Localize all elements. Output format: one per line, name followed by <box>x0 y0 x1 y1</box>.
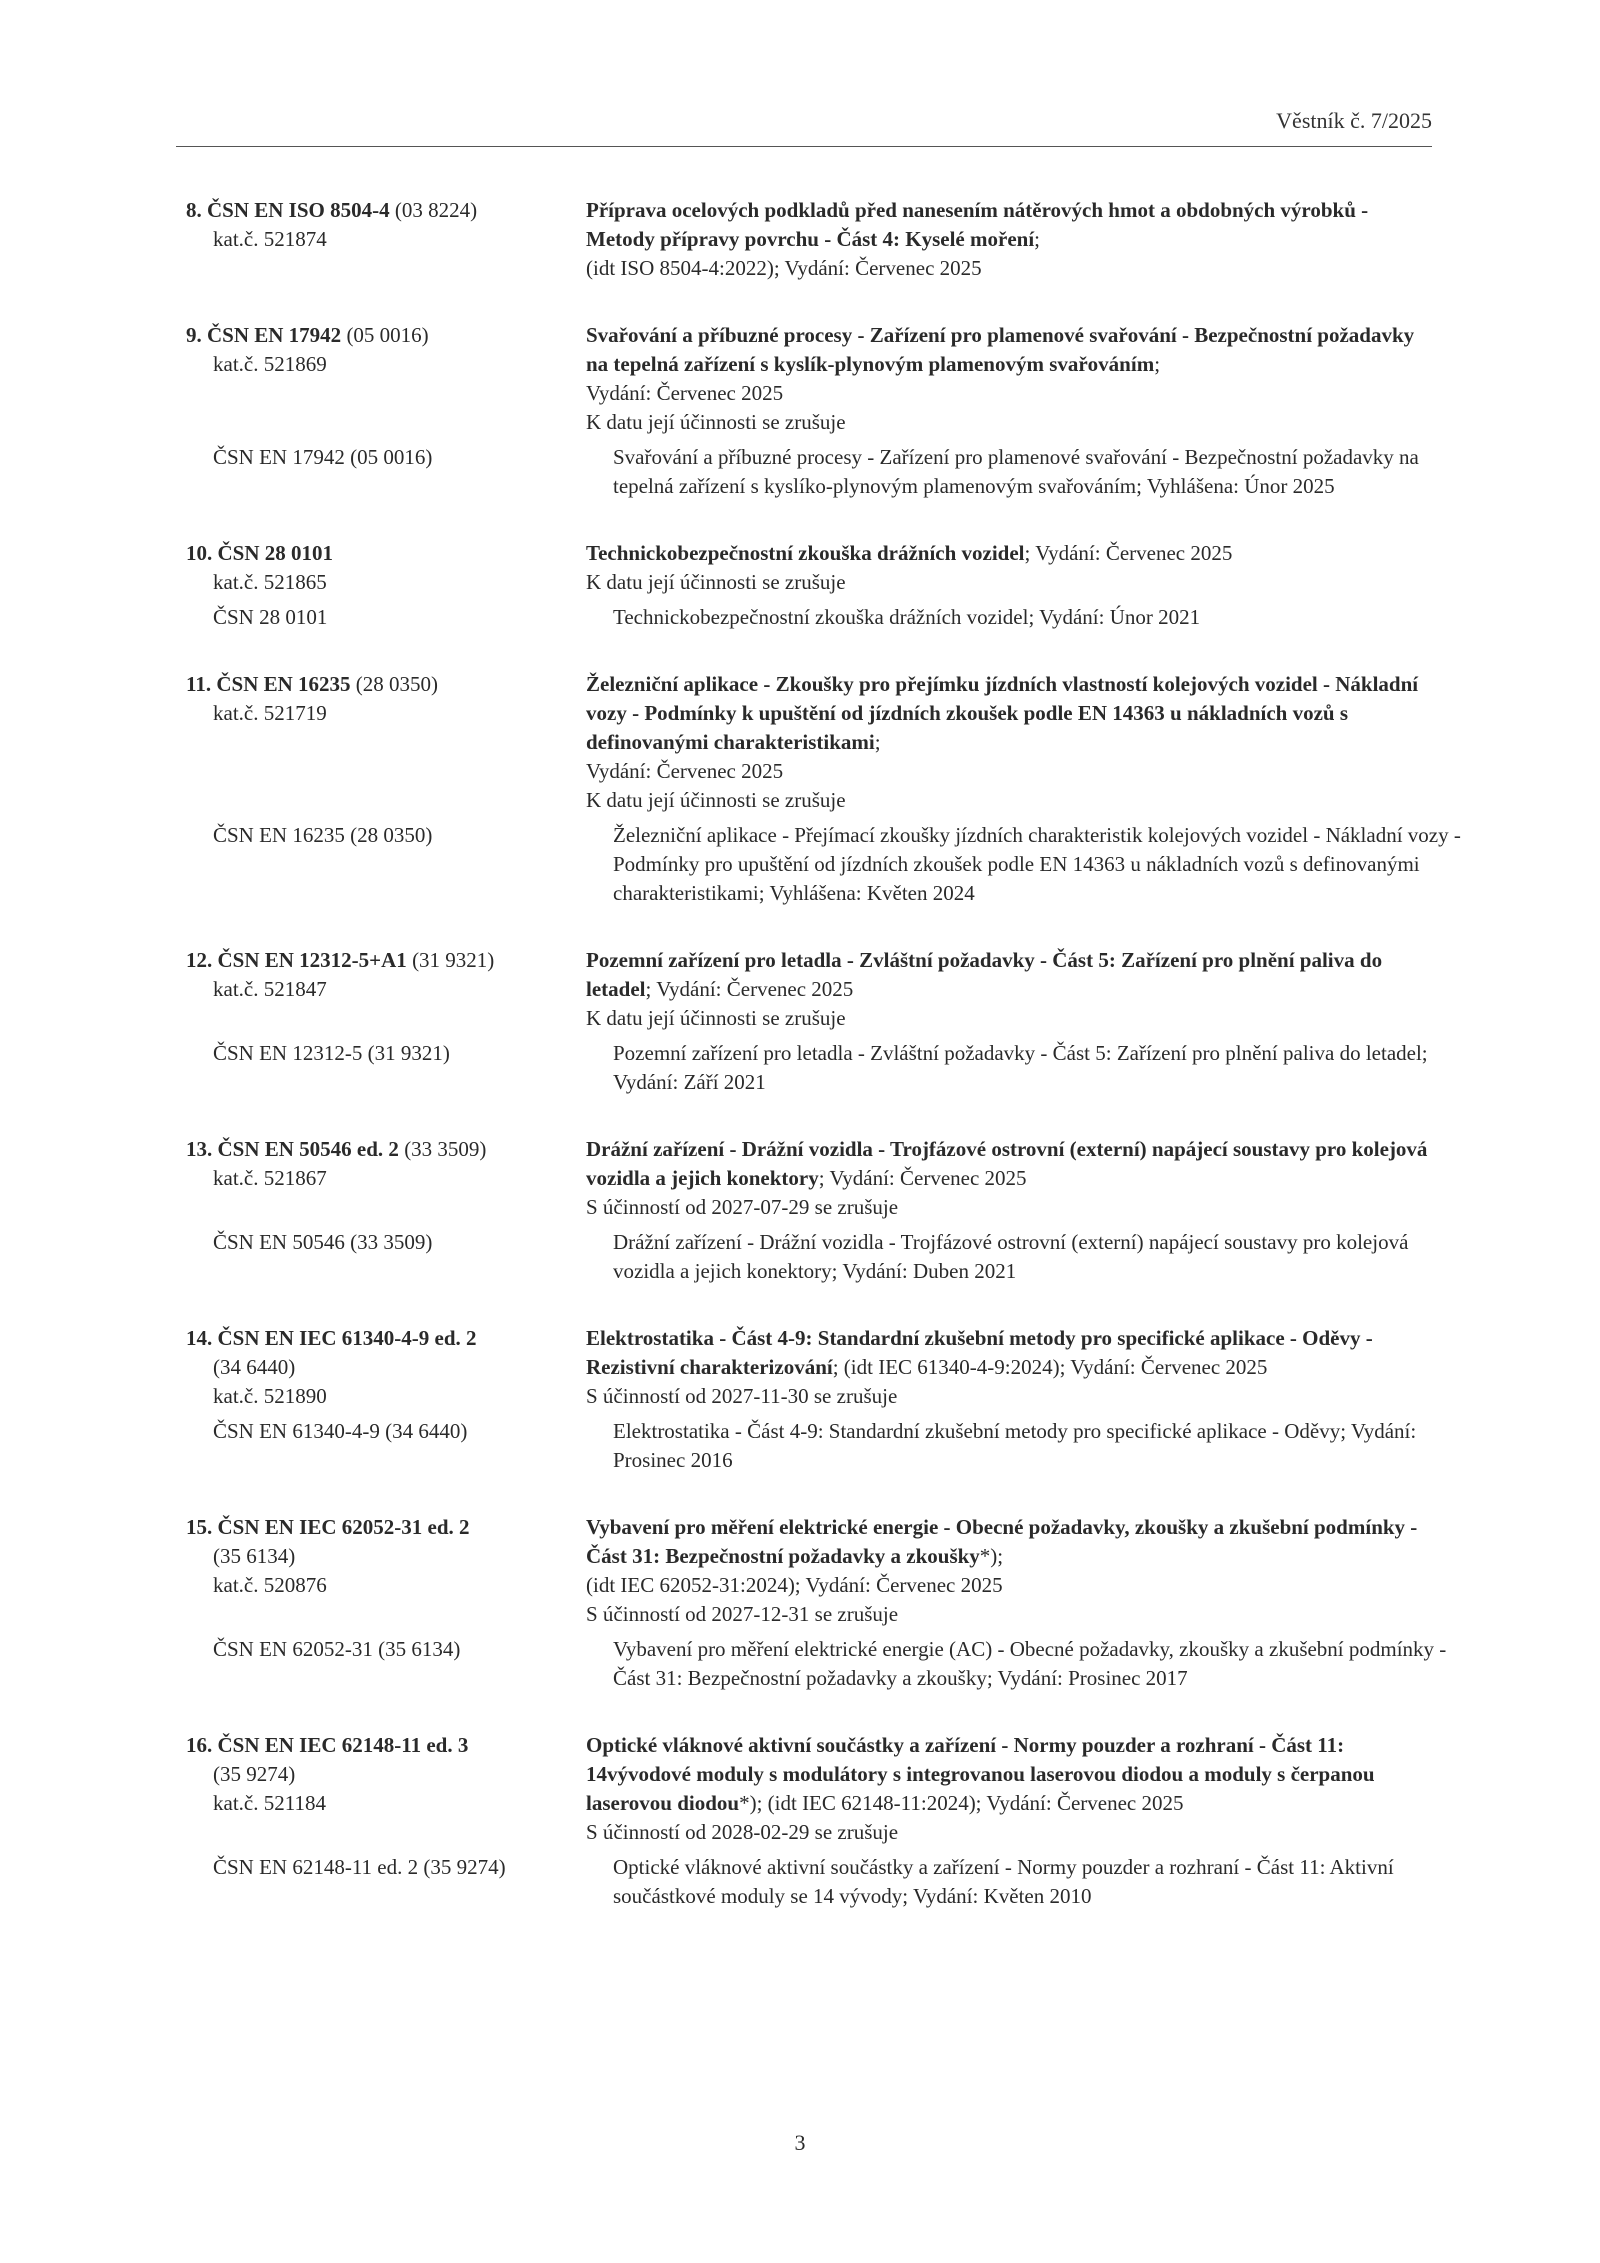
standard-description <box>586 670 1436 815</box>
standard-title: Drážní zařízení - Drážní vozidla - Trojfázové ostrovní (externí) napájecí soustavy pro kolejová vozidla a jejich konektory <box>586 1137 1428 1190</box>
standard-title: Železniční aplikace - Zkoušky pro přejímku jízdních vlastností kolejových vozidel - Nákladní vozy - Podmínky k upuštění od jízdních zkoušek podle EN 14363 u nákladních vozů s definovanými charakteristikami <box>586 672 1419 754</box>
withdrawn-standard-text: Svařování a příbuzné procesy - Zařízení pro plamenové svařování - Bezpečnostní požadavky na tepelná zařízení s kyslíko-plynovým plamenovým svařováním; Vyhlášena: Únor 2025 <box>613 445 1419 498</box>
class-number: (33 3509) <box>404 1137 487 1161</box>
standard-description <box>586 1135 1436 1222</box>
standard-id: ČSN EN 16235 <box>216 672 351 696</box>
class-number: (05 0016) <box>346 323 429 347</box>
standard-id-block <box>186 196 586 283</box>
withdrawn-standard-row <box>186 821 1461 908</box>
entry-number: 14. <box>186 1326 213 1350</box>
standard-id-block <box>186 321 586 437</box>
class-number: (31 9321) <box>412 948 495 972</box>
standard-title: Elektrostatika - Část 4-9: Standardní zkušební metody pro specifické aplikace - Oděvy - Rezistivní charakterizování <box>586 1326 1373 1379</box>
withdrawn-standard-id: ČSN EN 16235 (28 0350) <box>213 823 433 847</box>
standard-id: ČSN 28 0101 <box>217 541 334 565</box>
standard-title-tail: ; (idt IEC 61340-4-9:2024); Vydání: Červenec 2025 <box>832 1355 1268 1379</box>
standard-description <box>586 196 1436 283</box>
standard-id-line <box>186 1513 586 1542</box>
standard-title-line: Příprava ocelových podkladů před nanesením nátěrových hmot a obdobných výrobků - Metody přípravy povrchu - Část 4: Kyselé moření; <box>586 198 1369 251</box>
standard-title: Pozemní zařízení pro letadla - Zvláštní požadavky - Část 5: Zařízení pro plnění paliva do letadel <box>586 948 1383 1001</box>
standard-title-line: Svařování a příbuzné procesy - Zařízení pro plamenové svařování - Bezpečnostní požadavky na tepelná zařízení s kyslík-plynovým plamenovým svařováním; <box>586 323 1415 376</box>
catalog-number: kat.č. 521719 <box>213 701 327 725</box>
standard-detail-line: S účinností od 2027-11-30 se zrušuje <box>586 1384 898 1408</box>
standard-detail-line: K datu její účinnosti se zrušuje <box>586 788 846 812</box>
standard-title: Příprava ocelových podkladů před nanesením nátěrových hmot a obdobných výrobků - Metody přípravy povrchu - Část 4: Kyselé moření <box>586 198 1369 251</box>
withdrawn-standard-id: ČSN EN 12312-5 (31 9321) <box>213 1041 450 1065</box>
entry-number: 8. <box>186 198 202 222</box>
standard-detail-line: Vydání: Červenec 2025 <box>586 381 784 405</box>
entry-number: 9. <box>186 323 202 347</box>
withdrawn-standard-text: Vybavení pro měření elektrické energie (AC) - Obecné požadavky, zkoušky a zkušební podmínky - Část 31: Bezpečnostní požadavky a zkoušky; Vydání: Prosinec 2017 <box>613 1637 1447 1690</box>
new-standard-row <box>186 1731 1436 1847</box>
standard-id: ČSN EN 12312-5+A1 <box>217 948 407 972</box>
withdrawn-standard-text: Optické vláknové aktivní součástky a zařízení - Normy pouzder a rozhraní - Část 11: Aktivní součástkové moduly se 14 vývody; Vydání: Květen 2010 <box>613 1855 1394 1908</box>
standard-id-block <box>186 1324 586 1411</box>
catalog-number: kat.č. 521184 <box>213 1791 326 1815</box>
catalog-number: kat.č. 521874 <box>213 227 327 251</box>
withdrawn-standard-row <box>186 1039 1436 1097</box>
standard-id-line <box>186 321 586 350</box>
new-standard-row <box>186 321 1436 437</box>
catalog-number: kat.č. 521890 <box>213 1384 327 1408</box>
withdrawn-standard-id: ČSN 28 0101 <box>213 605 328 629</box>
entry-number: 12. <box>186 948 213 972</box>
class-number: (28 0350) <box>355 672 439 696</box>
withdrawn-standard-id: ČSN EN 50546 (33 3509) <box>213 1230 433 1254</box>
standard-title: Svařování a příbuzné procesy - Zařízení pro plamenové svařování - Bezpečnostní požadavky na tepelná zařízení s kyslík-plynovým plamenovým svařováním <box>586 323 1415 376</box>
standard-description <box>586 1731 1436 1847</box>
standard-title-line <box>586 946 1436 1004</box>
standard-entry <box>186 1324 1436 1475</box>
standard-title-line <box>586 1513 1436 1571</box>
withdrawn-standard-row <box>186 1417 1436 1475</box>
withdrawn-standard-id: ČSN EN 17942 (05 0016) <box>213 445 433 469</box>
standard-id: ČSN EN ISO 8504-4 <box>207 198 390 222</box>
new-standard-row <box>186 539 1436 597</box>
standard-id-block <box>186 1135 586 1222</box>
withdrawn-standard-row <box>186 1635 1447 1693</box>
standard-description <box>586 946 1436 1033</box>
standard-id-line <box>186 946 586 975</box>
standard-entry <box>186 1135 1436 1286</box>
standard-description <box>586 539 1436 597</box>
standard-entry <box>186 670 1461 908</box>
catalog-number: kat.č. 521865 <box>213 570 327 594</box>
standard-entry <box>186 1513 1447 1693</box>
withdrawn-standard-text: Technickobezpečnostní zkouška drážních vozidel; Vydání: Únor 2021 <box>613 605 1201 629</box>
withdrawn-standard-row <box>186 603 1436 632</box>
standard-title: Technickobezpečnostní zkouška drážních vozidel <box>586 541 1025 565</box>
standard-id-block <box>186 946 586 1033</box>
standard-entry <box>186 1731 1436 1911</box>
page-number: 3 <box>794 2130 806 2155</box>
withdrawn-standard-row <box>186 443 1436 501</box>
withdrawn-standard-text: Pozemní zařízení pro letadla - Zvláštní požadavky - Část 5: Zařízení pro plnění paliva do letadel; Vydání: Září 2021 <box>613 1041 1428 1094</box>
entry-number: 10. <box>186 541 213 565</box>
standard-id-line <box>186 1135 586 1164</box>
standard-id-block <box>186 670 586 815</box>
standard-id: ČSN EN IEC 61340-4-9 ed. 2 <box>217 1326 477 1350</box>
standard-title-line <box>586 539 1436 568</box>
entry-number: 15. <box>186 1515 213 1539</box>
standard-detail-line: K datu její účinnosti se zrušuje <box>586 410 846 434</box>
standard-description <box>586 1324 1436 1411</box>
new-standard-row <box>186 196 1436 283</box>
catalog-number: kat.č. 520876 <box>213 1573 327 1597</box>
journal-header <box>176 108 1432 147</box>
standard-detail-line: S účinností od 2027-07-29 se zrušuje <box>586 1195 899 1219</box>
standard-id-line <box>186 670 586 699</box>
journal-title: Věstník č. 7/2025 <box>1276 108 1432 133</box>
new-standard-row <box>186 946 1436 1033</box>
new-standard-row <box>186 1324 1436 1411</box>
standard-title: Vybavení pro měření elektrické energie - Obecné požadavky, zkoušky a zkušební podmínky - Část 31: Bezpečnostní požadavky a zkoušky <box>586 1515 1418 1568</box>
standards-list <box>186 196 1461 1949</box>
withdrawn-standard-text: Elektrostatika - Část 4-9: Standardní zkušební metody pro specifické aplikace - Oděvy; Vydání: Prosinec 2016 <box>613 1419 1417 1472</box>
standard-id-line <box>186 1324 586 1353</box>
standard-detail-line: (idt ISO 8504-4:2022); Vydání: Červenec 2025 <box>586 256 982 280</box>
new-standard-row <box>186 670 1436 815</box>
withdrawn-standard-row <box>186 1853 1436 1911</box>
standard-detail-line: Vydání: Červenec 2025 <box>586 759 784 783</box>
standard-id-line <box>186 539 586 568</box>
standard-detail-line: (idt IEC 62052-31:2024); Vydání: Červenec 2025 <box>586 1573 1003 1597</box>
withdrawn-standard-id: ČSN EN 61340-4-9 (34 6440) <box>213 1419 468 1443</box>
standard-id: ČSN EN IEC 62052-31 ed. 2 <box>217 1515 470 1539</box>
standard-title-tail: *); (idt IEC 62148-11:2024); Vydání: Červenec 2025 <box>739 1791 1184 1815</box>
standard-id-block <box>186 539 586 597</box>
withdrawn-standard-id: ČSN EN 62052-31 (35 6134) <box>213 1637 461 1661</box>
class-number: (35 9274) <box>213 1762 296 1786</box>
standard-title-line: Železniční aplikace - Zkoušky pro přejímku jízdních vlastností kolejových vozidel - Nákladní vozy - Podmínky k upuštění od jízdních zkoušek podle EN 14363 u nákladních vozů s definovanými charakteristikami; <box>586 672 1419 754</box>
standard-id: ČSN EN 50546 ed. 2 <box>217 1137 399 1161</box>
withdrawn-standard-text: Železniční aplikace - Přejímací zkoušky jízdních charakteristik kolejových vozidel - Nákladní vozy - Podmínky pro upuštění od jízdních zkoušek podle EN 14363 u nákladních vozů s definovanými charakteristikami; Vyhlášena: Květen 2024 <box>613 823 1461 905</box>
standard-id: ČSN EN IEC 62148-11 ed. 3 <box>217 1733 469 1757</box>
class-number: (35 6134) <box>213 1544 296 1568</box>
standard-detail-line: K datu její účinnosti se zrušuje <box>586 1006 846 1030</box>
standard-title-tail: ; Vydání: Červenec 2025 <box>1024 541 1233 565</box>
standard-title-tail: ; Vydání: Červenec 2025 <box>645 977 854 1001</box>
standard-detail-line: K datu její účinnosti se zrušuje <box>586 570 846 594</box>
standard-description <box>586 1513 1436 1629</box>
withdrawn-standard-text: Drážní zařízení - Drážní vozidla - Trojfázové ostrovní (externí) napájecí soustavy pro kolejová vozidla a jejich konektory; Vydání: Duben 2021 <box>613 1230 1409 1283</box>
standard-title-line <box>586 1135 1436 1193</box>
standard-id-block <box>186 1731 586 1847</box>
standard-id-line <box>186 196 586 225</box>
standard-title-line <box>586 1731 1436 1818</box>
catalog-number: kat.č. 521867 <box>213 1166 327 1190</box>
catalog-number: kat.č. 521847 <box>213 977 327 1001</box>
entry-number: 16. <box>186 1733 213 1757</box>
withdrawn-standard-row <box>186 1228 1436 1286</box>
standard-entry <box>186 539 1436 632</box>
new-standard-row <box>186 1513 1436 1629</box>
catalog-number: kat.č. 521869 <box>213 352 327 376</box>
standard-title-tail: ; Vydání: Červenec 2025 <box>818 1166 1027 1190</box>
standard-entry <box>186 196 1436 283</box>
standard-description <box>586 321 1436 437</box>
class-number: (34 6440) <box>213 1355 296 1379</box>
standard-title: Optické vláknové aktivní součástky a zařízení - Normy pouzder a rozhraní - Část 11: 14vývodové moduly s modulátory s integrovanou laserovou diodou a moduly s čerpanou laserovou diodou <box>586 1733 1375 1815</box>
entry-number: 11. <box>186 672 212 696</box>
entry-number: 13. <box>186 1137 213 1161</box>
standard-title-line <box>586 1324 1436 1382</box>
standard-entry <box>186 946 1436 1097</box>
standard-id-block <box>186 1513 586 1629</box>
standard-detail-line: S účinností od 2028-02-29 se zrušuje <box>586 1820 899 1844</box>
new-standard-row <box>186 1135 1436 1222</box>
standard-id: ČSN EN 17942 <box>207 323 342 347</box>
class-number: (03 8224) <box>394 198 478 222</box>
withdrawn-standard-id: ČSN EN 62148-11 ed. 2 (35 9274) <box>213 1855 506 1879</box>
standard-detail-line: S účinností od 2027-12-31 se zrušuje <box>586 1602 899 1626</box>
standard-title-tail: *); <box>979 1544 1004 1568</box>
standard-id-line <box>186 1731 586 1760</box>
standard-entry <box>186 321 1436 501</box>
